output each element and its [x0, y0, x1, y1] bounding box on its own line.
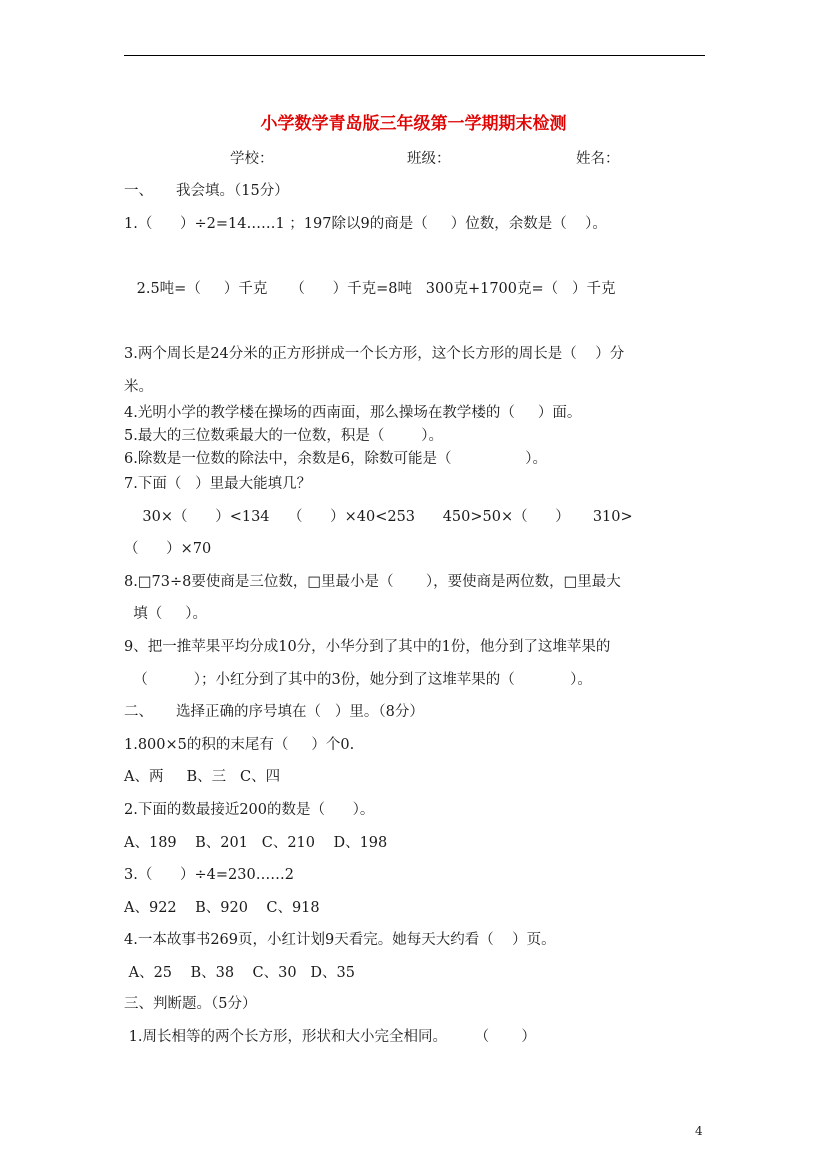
- page-title: 小学数学青岛版三年级第一学期期末检测: [260, 114, 567, 134]
- question-2-3-options: A、922 B、920 C、918: [124, 900, 320, 916]
- question-1-7: 7.下面（ ）里最大能填几？: [124, 476, 312, 492]
- question-2-4-options: A、25 B、38 C、30 D、35: [124, 965, 355, 981]
- question-1-7-items-cont: （ ）×70: [124, 541, 212, 557]
- question-1-8: 8.□73÷8要使商是三位数，□里最小是（ ），要使商是两位数，□里最大: [124, 574, 621, 590]
- question-3-1: 1.周长相等的两个长方形，形状和大小完全相同。 （ ）: [124, 1029, 536, 1045]
- question-1-8-cont: 填（ ）。: [124, 606, 208, 622]
- section-2-heading: 二、 选择正确的序号填在（ ）里。（8分）: [124, 704, 424, 720]
- question-1-7-items: 30×（ ）<134 （ ）×40<253 450>50×（ ） 310>: [124, 509, 633, 525]
- page-number: 4: [695, 1124, 703, 1138]
- question-2-2: 2.下面的数最接近200的数是（ ）。: [124, 802, 375, 818]
- question-2-1: 1.800×5的积的末尾有（ ）个0.: [124, 737, 355, 753]
- question-1-2: 2.5吨=（ ）千克 （ ）千克=8吨 300克+1700克=（ ）千克: [132, 281, 616, 297]
- question-1-4: 4.光明小学的教学楼在操场的西南面，那么操场在教学楼的（ ）面。: [124, 405, 582, 421]
- header-rule: [124, 55, 705, 56]
- question-1-6: 6.除数是一位数的除法中，余数是6，除数可能是（ ）。: [124, 451, 548, 467]
- question-2-4: 4.一本故事书269页，小红计划9天看完。她每天大约看（ ）页。: [124, 932, 556, 948]
- section-1-heading: 一、 我会填。（15分）: [124, 183, 289, 199]
- question-2-2-options: A、189 B、201 C、210 D、198: [124, 835, 388, 851]
- school-label: 学校：: [230, 151, 274, 167]
- question-1-3: 3.两个周长是24分米的正方形拼成一个长方形，这个长方形的周长是（ ）分: [124, 346, 625, 362]
- question-2-1-options: A、两 B、三 C、四: [124, 769, 281, 785]
- question-1-9: 9、把一推苹果平均分成10分，小华分到了其中的1份，他分到了这堆苹果的: [124, 639, 611, 655]
- question-1-1: 1.（ ）÷2=14……1 ；197除以9的商是（ ）位数，余数是（ ）。: [124, 216, 607, 232]
- name-label: 姓名：: [576, 151, 620, 167]
- section-3-heading: 三、判断题。（5分）: [124, 996, 257, 1012]
- question-1-9-cont: （ ）；小红分到了其中的3份，她分到了这堆苹果的（ ）。: [124, 672, 592, 688]
- question-2-3: 3.（ ）÷4=230……2: [124, 867, 294, 883]
- question-1-3-cont: 米。: [124, 379, 153, 395]
- question-1-5: 5.最大的三位数乘最大的一位数，积是（ ）。: [124, 428, 443, 444]
- class-label: 班级：: [407, 151, 451, 167]
